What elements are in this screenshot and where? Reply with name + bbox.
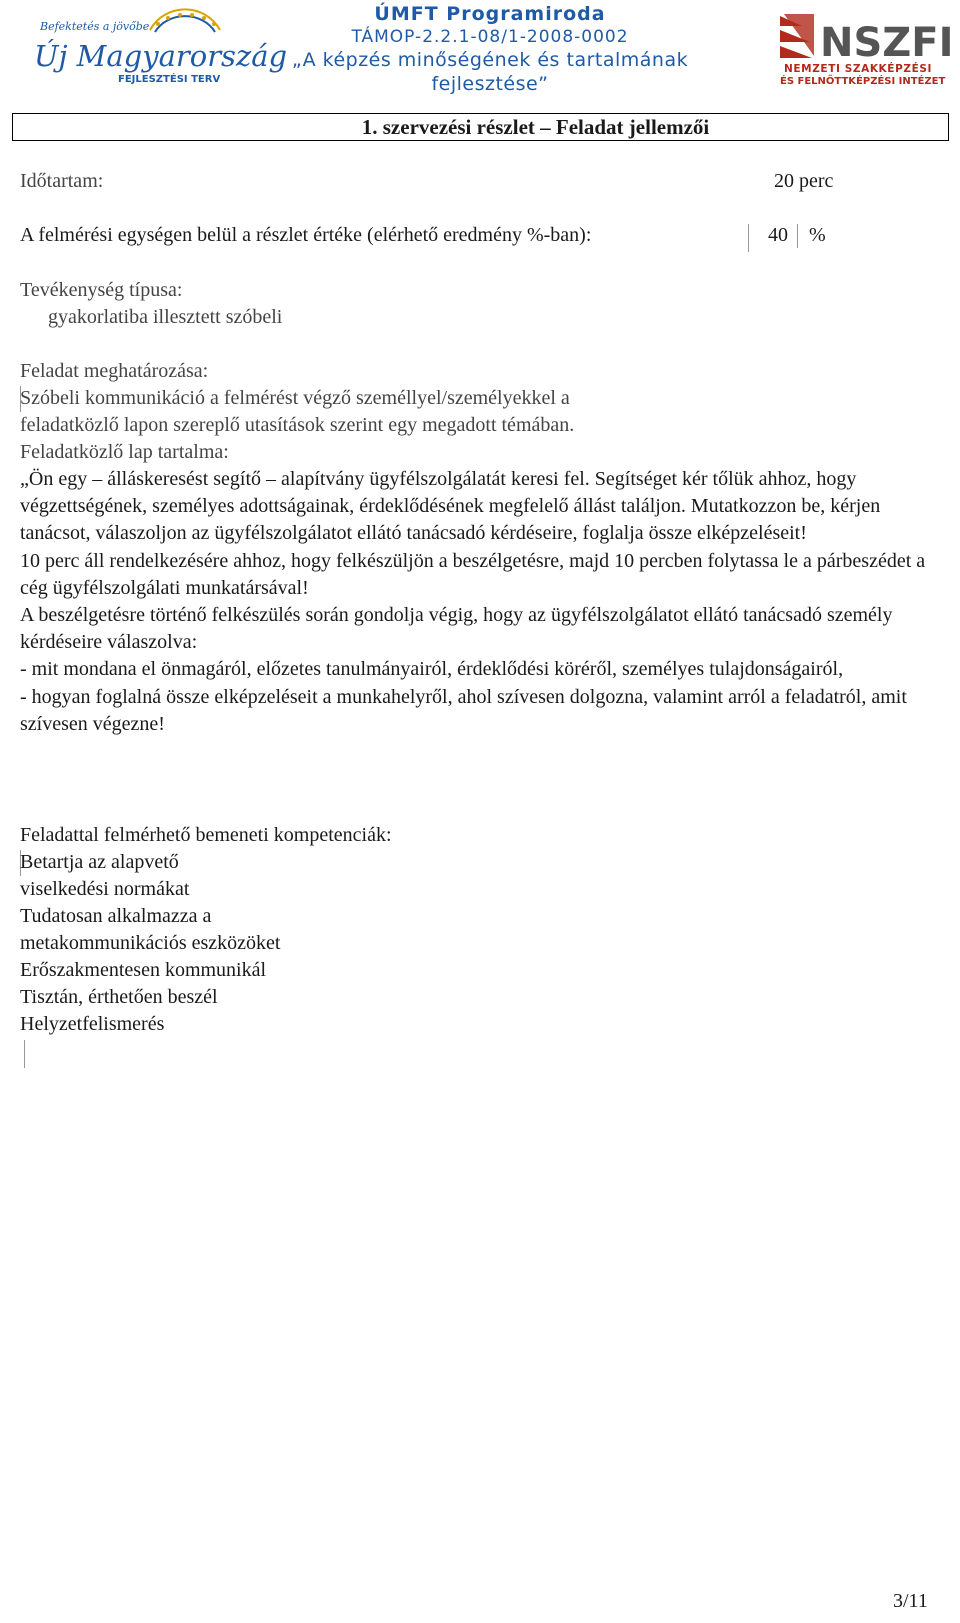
svg-text:ÉS FELNŐTTKÉPZÉSI INTÉZET: ÉS FELNŐTTKÉPZÉSI INTÉZET xyxy=(780,76,946,87)
paragraph: A beszélgetésre történő felkészülés során gondolja végig, hogy az ügyfélszolgálatot ellátó tanácsadó személy kérdéseire válaszolva: xyxy=(20,604,893,654)
svg-text:NEMZETI SZAKKÉPZÉSI: NEMZETI SZAKKÉPZÉSI xyxy=(784,63,933,75)
field-marker xyxy=(24,1040,25,1068)
competency-item: Helyzetfelismerés xyxy=(20,1013,165,1035)
field-marker xyxy=(797,224,798,248)
competencies-label: Feladattal felmérhető bemeneti kompetenciák: xyxy=(20,824,392,846)
share-unit: % xyxy=(809,224,826,246)
programme-office: ÚMFT Programiroda xyxy=(374,3,606,25)
task-sheet-label: Feladatközlő lap tartalma: xyxy=(20,441,229,463)
page-number: 3/11 xyxy=(893,1590,928,1612)
svg-text:NSZFI: NSZFI xyxy=(820,20,954,66)
nszfi-logo xyxy=(780,12,952,86)
paragraph: - mit mondana el önmagáról, előzetes tanulmányairól, érdeklődési köréről, személyes tulajdonságairól, xyxy=(20,658,844,681)
page-header xyxy=(0,0,960,110)
task-line: Szóbeli kommunikáció a felmérést végző személlyel/személyekkel a xyxy=(20,387,570,409)
section-title: 1. szervezési részlet – Feladat jellemzői xyxy=(361,115,710,139)
task-line: feladatközlő lapon szereplő utasítások szerint egy megadott témában. xyxy=(20,414,575,436)
svg-text:Befektetés a jövőbe: Befektetés a jövőbe xyxy=(40,20,150,33)
svg-text:FEJLESZTÉSI TERV: FEJLESZTÉSI TERV xyxy=(118,74,221,85)
field-marker xyxy=(748,224,749,252)
project-code: TÁMOP-2.2.1-08/1-2008-0002 xyxy=(351,27,629,47)
project-title-line1: „A képzés minőségének és tartalmának xyxy=(291,49,689,71)
share-number: 40 xyxy=(768,224,788,246)
project-title-line2: fejlesztése” xyxy=(431,73,549,95)
activity-label: Tevékenység típusa: xyxy=(20,279,183,301)
share-value xyxy=(768,222,826,249)
duration-label: Időtartam: xyxy=(20,170,104,192)
task-label: Feladat meghatározása: xyxy=(20,360,209,382)
paragraph: „Ön egy – álláskeresést segítő – alapítvány ügyfélszolgálatát keresi fel. Segítséget kér tőlük ahhoz, hogy végzettségének, személyes adottságainak, érdeklődésének megfelelő állást találjon. Mutatkozzon be, kérjen tanácsot, válaszoljon az ügyfélszolgálatot ellátó tanácsadó kérdéseire, foglalja össze elképzeléseit! xyxy=(20,468,881,545)
programme-heading xyxy=(270,2,710,96)
uj-magyarorszag-logo xyxy=(30,8,288,90)
competency-item: viselkedési normákat xyxy=(20,878,190,900)
activity-value: gyakorlatiba illesztett szóbeli xyxy=(48,306,283,328)
duration-value: 20 perc xyxy=(774,170,834,192)
task-sheet-content xyxy=(20,466,940,738)
share-label: A felmérési egységen belül a részlet értéke (elérhető eredmény %-ban): xyxy=(20,224,592,246)
competency-item: metakommunikációs eszközöket xyxy=(20,932,281,954)
section-title-box xyxy=(12,113,949,141)
paragraph: 10 perc áll rendelkezésére ahhoz, hogy felkészüljön a beszélgetésre, majd 10 percben folytassa le a párbeszédet a cég ügyfélszolgálati munkatársával! xyxy=(20,549,926,599)
competency-item: Betartja az alapvető xyxy=(20,851,179,873)
competency-item: Tudatosan alkalmazza a xyxy=(20,905,212,927)
svg-text:Új Magyarország: Új Magyarország xyxy=(34,39,288,73)
competency-item: Erőszakmentesen kommunikál xyxy=(20,959,267,981)
paragraph: - hogyan foglalná össze elképzeléseit a munkahelyről, ahol szívesen dolgozna, valamint arról a feladatról, amit szívesen végezne! xyxy=(20,685,907,735)
competency-item: Tisztán, érthetően beszél xyxy=(20,986,218,1008)
